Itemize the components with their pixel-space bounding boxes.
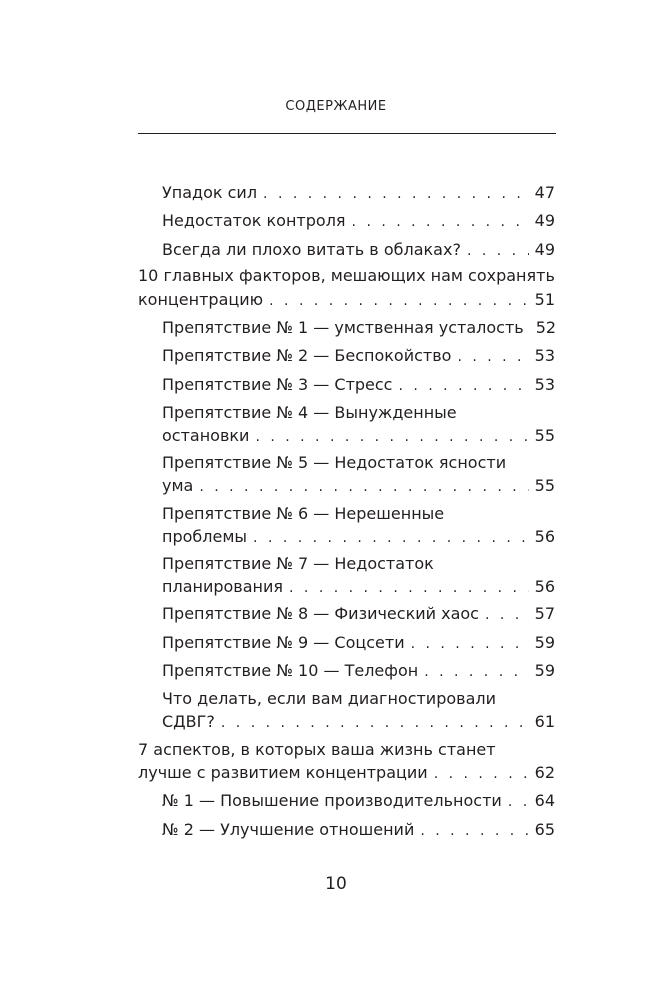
toc-entry-title: Упадок сил — [162, 183, 258, 202]
toc-entry-title-line1: Препятствие № 6 — Нерешенные — [162, 504, 445, 523]
toc-entry — [162, 346, 555, 367]
toc-entry-page: 62 — [534, 763, 555, 782]
toc-entry — [162, 820, 555, 841]
toc-entry-title-line1: Препятствие № 7 — Недостаток — [162, 554, 434, 573]
toc-entry — [162, 527, 555, 548]
dot-leader — [221, 713, 529, 733]
toc-entry-page: 56 — [534, 527, 555, 546]
dot-leader — [352, 212, 529, 232]
toc-entry — [162, 240, 555, 261]
dot-leader — [424, 662, 528, 682]
dot-leader — [289, 578, 529, 598]
toc-entry-title: Недостаток контроля — [162, 211, 346, 230]
toc-entry-page: 55 — [534, 426, 555, 445]
toc-entry-title: лучше с развитием концентрации — [138, 763, 428, 782]
toc-entry-title: Препятствие № 8 — Физический хаос — [162, 604, 479, 623]
toc-entry-page: 52 — [535, 318, 557, 337]
toc-entry — [162, 476, 555, 497]
toc-entry-page: 57 — [534, 604, 555, 623]
dot-leader — [420, 821, 528, 841]
toc-entry-title: Препятствие № 2 — Беспокойство — [162, 346, 452, 365]
toc-entry — [162, 712, 555, 733]
toc-entry-title-line1: Препятствие № 4 — Вынужденные — [162, 403, 457, 422]
toc-entry-page: 59 — [534, 661, 555, 680]
toc-entry-title: Препятствие № 9 — Соцсети — [162, 633, 405, 652]
dot-leader — [457, 347, 528, 367]
toc-entry — [162, 604, 555, 625]
dot-leader — [398, 376, 528, 396]
toc-entry-title: остановки — [162, 426, 250, 445]
toc-entry — [162, 183, 555, 204]
toc-entry — [162, 318, 555, 339]
toc-entry — [162, 426, 555, 447]
dot-leader — [508, 792, 529, 812]
page-header: СОДЕРЖАНИЕ — [285, 99, 387, 114]
toc-entry-page: 49 — [534, 240, 555, 259]
toc-entry — [162, 577, 555, 598]
toc-entry-title: Всегда ли плохо витать в облаках? — [162, 240, 461, 259]
toc-entry-title: Препятствие № 1 — умственная усталость — [162, 318, 524, 337]
dot-leader — [263, 184, 529, 204]
toc-entry-title: ума — [162, 476, 194, 495]
toc-entry-title: № 1 — Повышение производительности — [162, 791, 502, 810]
toc-entry-title: СДВГ? — [162, 712, 215, 731]
toc-entry — [162, 661, 555, 682]
toc-entry-page: 47 — [534, 183, 555, 202]
toc-entry-title: проблемы — [162, 527, 248, 546]
toc-entry — [162, 211, 555, 232]
toc-entry-title: Препятствие № 10 — Телефон — [162, 661, 419, 680]
toc-entry-page: 65 — [534, 820, 555, 839]
dot-leader — [485, 605, 529, 625]
toc-entry-title-line1: Препятствие № 5 — Недостаток ясности — [162, 453, 507, 472]
dot-leader — [467, 241, 529, 261]
toc-entry-page: 51 — [534, 290, 555, 309]
toc-entry-page: 53 — [534, 375, 555, 394]
dot-leader — [255, 427, 528, 447]
toc-entry — [138, 763, 555, 784]
toc-entry — [162, 633, 555, 654]
toc-entry-page: 55 — [534, 476, 555, 495]
dot-leader — [253, 528, 529, 548]
toc-entry-title: планирования — [162, 577, 284, 596]
toc-entry-title-line1: 7 аспектов, в которых ваша жизнь станет — [138, 740, 496, 759]
toc-entry-title: № 2 — Улучшение отношений — [162, 820, 415, 839]
toc-entry-page: 61 — [534, 712, 555, 731]
page-number: 10 — [325, 874, 347, 894]
toc-entry-title-line1: Что делать, если вам диагностировали — [162, 689, 497, 708]
toc-entry — [138, 290, 555, 311]
toc-entry-page: 59 — [534, 633, 555, 652]
toc-entry — [162, 375, 555, 396]
toc-entry-page: 49 — [534, 211, 555, 230]
dot-leader — [434, 764, 529, 784]
dot-leader — [269, 291, 528, 311]
toc-entry-title: Препятствие № 3 — Стресс — [162, 375, 393, 394]
toc-entry-title: концентрацию — [138, 290, 264, 309]
toc-entry-page: 64 — [534, 791, 555, 810]
toc-entry-title-line1: 10 главных факторов, мешающих нам сохранять — [138, 266, 555, 285]
toc-entry-page: 56 — [534, 577, 555, 596]
toc-entry-page: 53 — [534, 346, 555, 365]
dot-leader — [199, 477, 528, 497]
toc-entry — [162, 791, 555, 812]
dot-leader — [411, 634, 529, 654]
